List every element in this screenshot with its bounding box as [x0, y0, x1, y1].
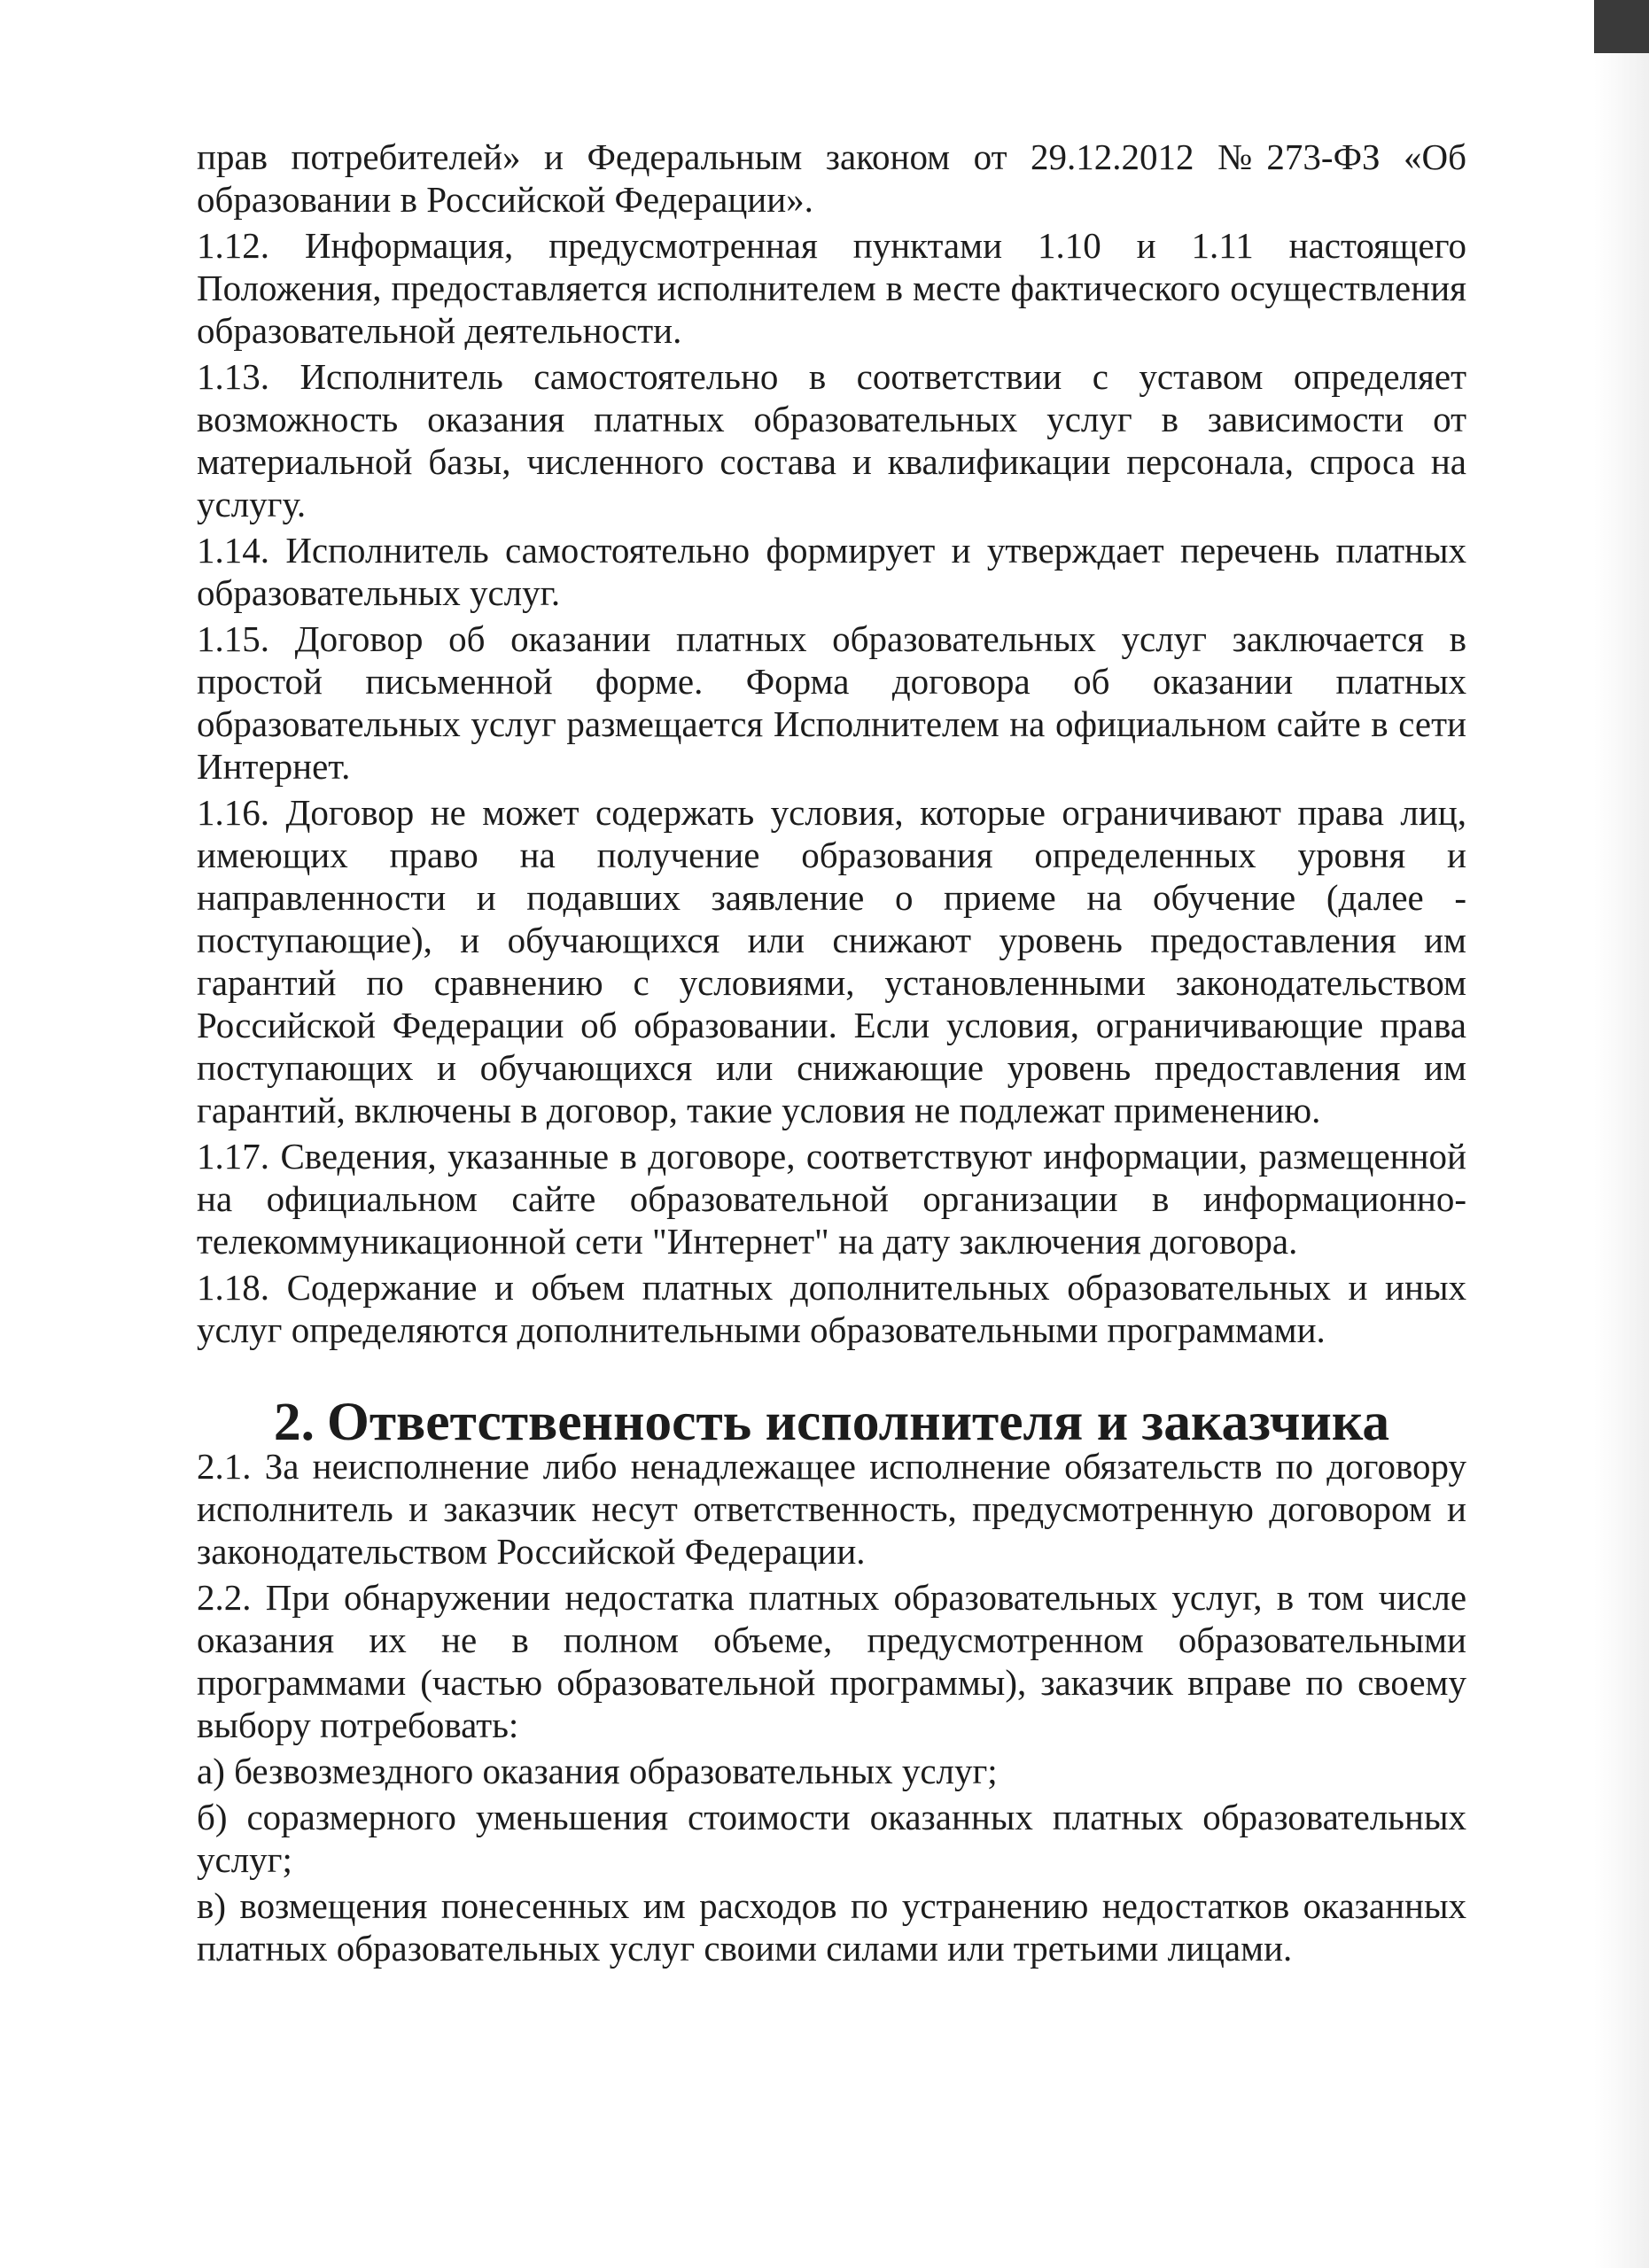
- clause-number: 1.13.: [197, 356, 269, 397]
- section-number: 2.: [273, 1392, 315, 1452]
- intro-paragraph: [197, 136, 1466, 221]
- clause-number: 1.15.: [197, 618, 269, 659]
- clause-number: 1.14.: [197, 530, 269, 571]
- clause-1-14: [197, 529, 1466, 614]
- scan-edge-shadow: [1594, 0, 1649, 2268]
- scan-edge-mark: [1594, 0, 1649, 53]
- clause-number: 2.2.: [197, 1577, 252, 1618]
- clause-1-17: [197, 1135, 1466, 1262]
- clause-text: При обнаружении недостатка платных образовательных услуг, в том числе оказания их не в полном объеме, предусмотренном образовательными программами (частью образовательной программы), заказчик вправе по своему выбору потребовать:: [197, 1577, 1467, 1745]
- clause-text: Договор об оказании платных образовательных услуг заключается в простой письменной форме. Форма договора об оказании платных образовательных услуг размещается Исполнителем на официальном сайте в сети Интернет.: [197, 618, 1466, 787]
- clause-text: За неисполнение либо ненадлежащее исполнение обязательств по договору исполнитель и заказчик несут ответственность, предусмотренную договором и законодательством Российской Федерации.: [197, 1446, 1467, 1572]
- clause-text: Сведения, указанные в договоре, соответствуют информации, размещенной на официальном сайте образовательной организации в информационно-телекоммуникационной сети "Интернет" на дату заключения договора.: [197, 1136, 1466, 1262]
- sub-item-text: безвозмездного оказания образовательных услуг;: [234, 1751, 998, 1791]
- clause-2-2: [197, 1576, 1466, 1746]
- sub-item-a: [197, 1750, 1466, 1792]
- sub-item-text: возмещения понесенных им расходов по устранению недостатков оказанных платных образовательных услуг своими силами или третьими лицами.: [197, 1885, 1466, 1969]
- clause-number: 1.16.: [197, 792, 269, 833]
- intro-text: прав потребителей» и Федеральным законом от 29.12.2012 №273-ФЗ «Об образовании в Российской Федерации».: [197, 136, 1466, 220]
- clause-text: Договор не может содержать условия, которые ограничивают права лиц, имеющих право на получение образования определенных уровня и направленности и подавших заявление о приеме на обучение (далее - поступающие), и обучающихся или снижают уровень предоставления им гарантий по сравнению с условиями, установленными законодательством Российской Федерации об образовании. Если условия, ограничивающие права поступающих и обучающихся или снижающие уровень предоставления им гарантий, включены в договор, такие условия не подлежат применению.: [197, 792, 1467, 1130]
- sub-item-text: соразмерного уменьшения стоимости оказанных платных образовательных услуг;: [197, 1797, 1466, 1880]
- clause-number: 1.18.: [197, 1267, 269, 1308]
- clause-1-13: [197, 355, 1466, 525]
- clause-text: Информация, предусмотренная пунктами 1.10 и 1.11 настоящего Положения, предоставляется исполнителем в месте фактического осуществления образовательной деятельности.: [197, 225, 1467, 351]
- document-body: [197, 136, 1466, 1973]
- clause-text: Содержание и объем платных дополнительных образовательных и иных услуг определяются дополнительными образовательными программами.: [197, 1267, 1466, 1350]
- clause-number: 2.1.: [197, 1446, 252, 1487]
- clause-1-16: [197, 791, 1466, 1131]
- sub-item-v: [197, 1884, 1466, 1969]
- clause-text: Исполнитель самостоятельно в соответствии с уставом определяет возможность оказания платных образовательных услуг в зависимости от материальной базы, численного состава и квалификации персонала, спроса на услугу.: [197, 356, 1466, 524]
- clause-2-1: [197, 1445, 1466, 1573]
- clause-1-15: [197, 617, 1466, 788]
- sub-item-letter: а): [197, 1751, 225, 1791]
- clause-number: 1.12.: [197, 225, 269, 266]
- clause-1-18: [197, 1266, 1466, 1351]
- sub-item-letter: б): [197, 1797, 228, 1837]
- clause-text: Исполнитель самостоятельно формирует и утверждает перечень платных образовательных услуг.: [197, 530, 1466, 613]
- section-title: Ответственность исполнителя и заказчика: [327, 1392, 1390, 1452]
- clause-number: 1.17.: [197, 1136, 269, 1177]
- sub-item-b: [197, 1796, 1466, 1881]
- section-heading: [197, 1392, 1466, 1452]
- clause-1-12: [197, 224, 1466, 352]
- sub-item-letter: в): [197, 1885, 227, 1926]
